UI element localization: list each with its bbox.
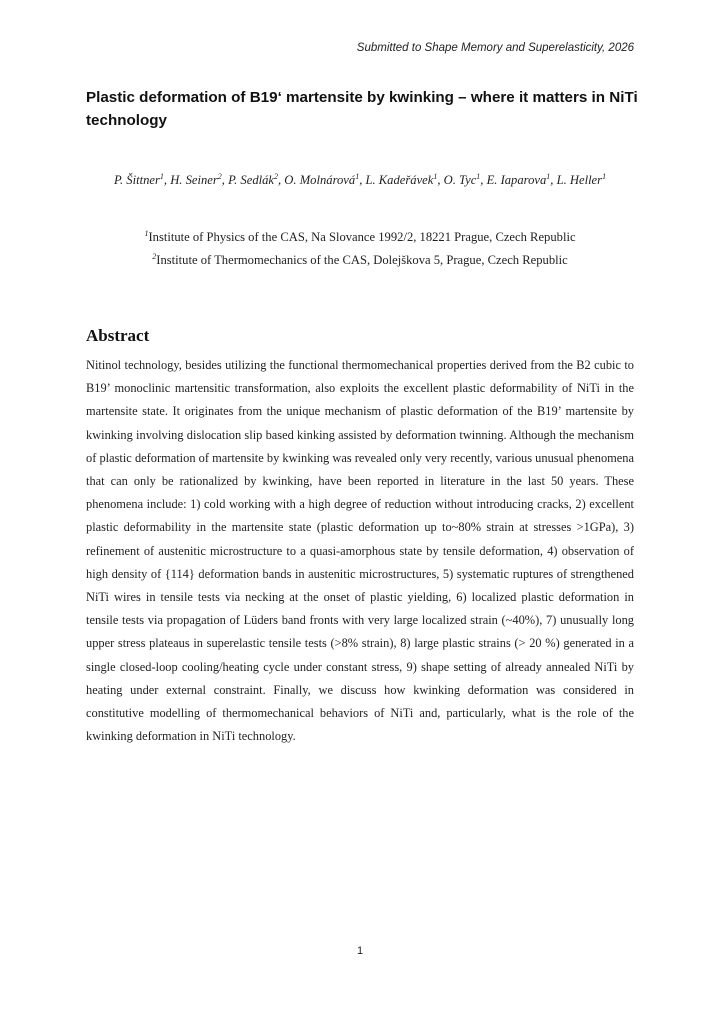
author-list: P. Šittner$^1$, H. Seiner$^2$, P. Sedlák$^2$, O. Molnárová$^1$, L. Kadeřávek$^1$, O. Tyc$^1$, E. Iaparova$^1$, L. Heller$^1$ xyxy=(113,172,607,188)
abstract-heading: Abstract xyxy=(86,326,150,345)
abstract-text: Nitinol technology, besides utilizing the functional thermomechanical properties derived from the B2 cubic to B19’ monoclinic martensitic transformation, also exploits the excellent plastic deformability of NiTi in the martensite state. It originates from the unique mechanism of plastic deformation of the B19’ martensite by kwinking involving dislocation slip based kinking assisted by deformation twinning. Although the mechanism of plastic deformation of martensite by kwinking was revealed only very recently, various unusual phenomena that can only be rationalized by kwinking, have been reported in literature in the last 50 years. These phenomena include: 1) cold working with a high degree of reduction without introducing cracks, 2) excellent plastic deformability in the martensite state (plastic deformation up to~80% strain at stresses >1GPa), 3) refinement of austenitic microstructure to a quasi-amorphous state by tensile deformation, 4) observation of high density of {114} deformation bands in austenitic microstructures, 5) systematic ruptures of strengthened NiTi wires in tensile tests via necking at the onset of plastic yielding, 6) localized plastic deformation in tensile tests via propagation of Lüders band fronts with very large localized strain (~40%), 7) unusually long upper stress plateaus in superelastic tensile tests (>8% strain), 8) large plastic strains (> 20 %) generated in a single closed-loop cooling/heating cycle under constant stress, 9) shape setting of already annealed NiTi by heating under external constraint. Finally, we discuss how kwinking deformation was considered in constitutive modelling of thermomechanical behaviors of NiTi and, particularly, what is the role of the kwinking deformation in NiTi technology. xyxy=(86,358,634,744)
author: P. Sedlák$^2$ xyxy=(228,172,278,188)
paper-title: Plastic deformation of B19‘ martensite by kwinking – where it matters in NiTi technology xyxy=(86,89,638,129)
author: E. Iaparova$^1$ xyxy=(486,172,551,188)
affiliation-1: $^1$Institute of Physics of the CAS, Na Slovance 1992/2, 18221 Prague, Czech Republic xyxy=(144,229,576,245)
author: P. Šittner$^1$ xyxy=(113,172,164,188)
affiliation-2: $^2$Institute of Thermomechanics of the CAS, Dolejškova 5, Prague, Czech Republic xyxy=(152,252,568,268)
author: H. Seiner$^2$ xyxy=(170,172,222,188)
author: L. Kadeřávek$^1$ xyxy=(365,172,438,188)
author: O. Molnárová$^1$ xyxy=(284,172,360,188)
page-number: 1 xyxy=(356,945,364,957)
author: L. Heller$^1$ xyxy=(556,172,607,188)
author: O. Tyc$^1$ xyxy=(443,172,481,188)
submission-note: Submitted to Shape Memory and Superelasticity, 2026 xyxy=(356,42,634,54)
